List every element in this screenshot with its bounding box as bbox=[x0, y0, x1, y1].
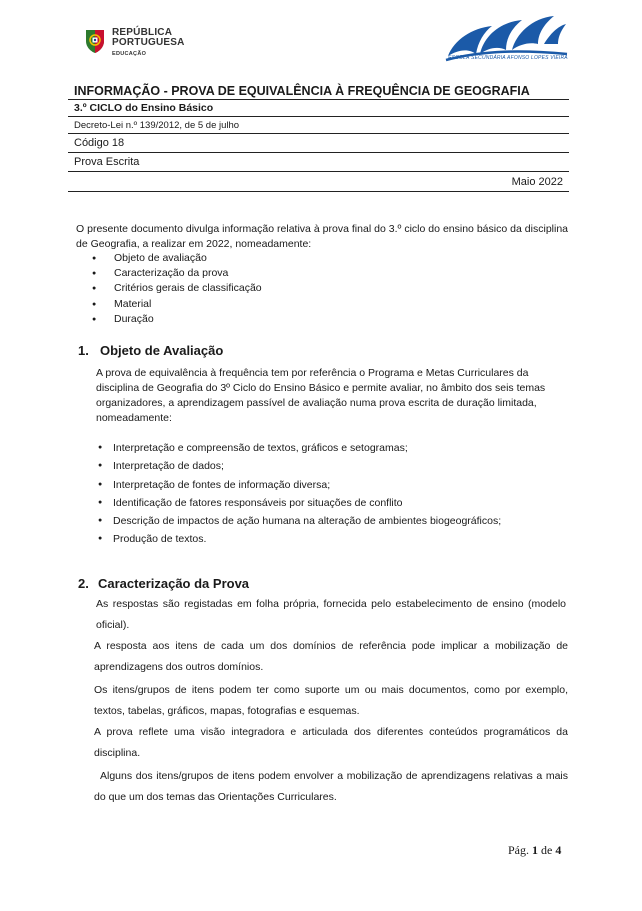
page-of: de bbox=[541, 843, 553, 857]
section-title: Caracterização da Prova bbox=[98, 576, 250, 591]
list-item: ● Material bbox=[92, 297, 262, 312]
section-1-paragraph: A prova de equivalência à frequência tem por referência o Programa e Metas Curriculares da disciplina de Geografia do 3º Ciclo do Ensino Básico e permite avaliar, no âmbito dos seis temas organizadores, a aprendizagem passível de avaliação numa prova escrita de duração limitada, nomeadamente: bbox=[96, 367, 546, 424]
portuguesa-line: PORTUGUESA bbox=[112, 37, 185, 48]
educacao-line: EDUCAÇÃO bbox=[112, 51, 147, 57]
section-2-paragraph: Os itens/grupos de itens podem ter como suporte um ou mais documentos, como por exemplo, textos, tabelas, gráficos, mapas, fotografias e esquemas. bbox=[94, 684, 568, 717]
section-title: Objeto de Avaliação bbox=[100, 343, 224, 358]
prova-label: Prova Escrita bbox=[68, 153, 569, 172]
page-number bbox=[508, 843, 561, 858]
section-2-heading bbox=[78, 576, 249, 591]
section-number: 1. bbox=[78, 343, 89, 358]
intro-paragraph: O presente documento divulga informação relativa à prova final do 3.º ciclo do ensino básico da disciplina de Geografia, a realizar em 2022, nomeadamente: bbox=[76, 223, 568, 250]
page-current: 1 bbox=[532, 843, 538, 857]
section-number: 2. bbox=[78, 576, 89, 591]
section-2-paragraph: Alguns dos itens/grupos de itens podem envolver a mobilização de aprendizagens relativas a mais do que um dos temas das Orientações Curriculares. bbox=[94, 770, 568, 803]
ciclo-label: 3.º CICLO do Ensino Básico bbox=[68, 100, 569, 117]
section-1-heading bbox=[78, 343, 223, 358]
section-2-paragraph: As respostas são registadas em folha própria, fornecida pelo estabelecimento de ensino (modelo oficial). bbox=[96, 598, 566, 631]
school-logo-icon bbox=[444, 10, 569, 70]
list-item: ● Duração bbox=[92, 312, 262, 327]
list-item: ● Caracterização da prova bbox=[92, 266, 262, 281]
list-item: ● Interpretação de fontes de informação diversa; bbox=[96, 476, 501, 494]
list-item: ● Interpretação e compreensão de textos, gráficos e setogramas; bbox=[96, 439, 501, 457]
republica-line: REPÚBLICA bbox=[112, 27, 173, 38]
section-2-paragraph: A prova reflete uma visão integradora e articulada dos diferentes conteúdos programáticos da disciplina. bbox=[94, 726, 568, 759]
list-item: ● Identificação de fatores responsáveis por situações de conflito bbox=[96, 494, 501, 512]
codigo-label: Código 18 bbox=[68, 134, 569, 153]
list-item: ● Descrição de impactos de ação humana na alteração de ambientes biogeográficos; bbox=[96, 512, 501, 530]
coat-of-arms-icon bbox=[84, 28, 106, 54]
republica-portuguesa-logo bbox=[84, 28, 185, 57]
list-item: ● Interpretação de dados; bbox=[96, 457, 501, 475]
list-item: ● Objeto de avaliação bbox=[92, 251, 262, 266]
decreto-label: Decreto-Lei n.º 139/2012, de 5 de julho bbox=[68, 117, 569, 134]
section-1-list bbox=[96, 439, 501, 549]
date-label: Maio 2022 bbox=[68, 172, 569, 192]
page-total: 4 bbox=[555, 843, 562, 857]
section-2-paragraph: A resposta aos itens de cada um dos domínios de referência pode implicar a mobilização de aprendizagens dos outros domínios. bbox=[94, 640, 568, 673]
list-item: ● Critérios gerais de classificação bbox=[92, 281, 262, 296]
document-title: INFORMAÇÃO - PROVA DE EQUIVALÊNCIA À FREQUÊNCIA DE GEOGRAFIA bbox=[68, 82, 569, 100]
intro-list bbox=[92, 251, 262, 327]
info-table bbox=[68, 82, 569, 192]
list-item: ● Produção de textos. bbox=[96, 530, 501, 548]
page-label: Pág. bbox=[508, 843, 529, 857]
school-name: ESCOLA SECUNDÁRIA AFONSO LOPES VIEIRA bbox=[448, 55, 568, 61]
